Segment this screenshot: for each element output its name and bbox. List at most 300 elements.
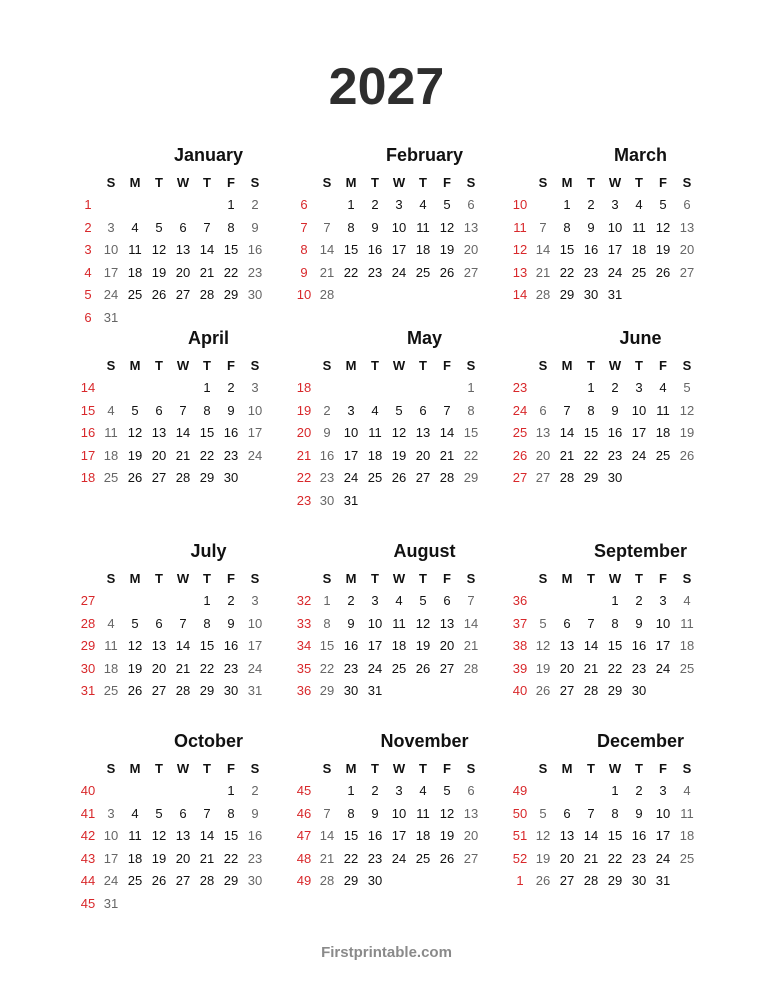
day-cell: 9: [227, 615, 235, 631]
day-cell: 1: [203, 593, 211, 608]
day-cell: 19: [151, 264, 167, 280]
day-cell: 6: [155, 402, 163, 418]
day-cell: 25: [655, 447, 671, 463]
day-cell: 21: [439, 447, 455, 463]
day-cell: 2: [635, 783, 643, 798]
weekday-header: T: [587, 761, 595, 776]
day-cell: 24: [607, 264, 623, 280]
day-cell: 7: [203, 805, 211, 821]
weekday-header: F: [227, 761, 235, 776]
day-cell: 10: [247, 615, 263, 631]
month-june: [504, 328, 714, 508]
week-number: 13: [512, 264, 528, 280]
day-cell: 23: [223, 447, 239, 463]
day-cell: 5: [539, 615, 547, 631]
day-cell: 22: [463, 447, 479, 463]
day-cell: 28: [175, 683, 191, 698]
weekday-header: S: [250, 358, 260, 373]
day-cell: 24: [247, 447, 263, 463]
day-cell: 13: [175, 242, 191, 257]
day-cell: 26: [127, 470, 143, 485]
day-cell: 17: [391, 242, 407, 257]
day-cell: 19: [535, 660, 551, 676]
weekday-header: W: [176, 761, 190, 776]
day-cell: 1: [611, 593, 619, 608]
day-cell: 30: [223, 683, 239, 698]
week-number: 45: [296, 783, 312, 798]
day-cell: 27: [175, 287, 191, 302]
day-cell: 23: [607, 447, 623, 463]
day-cell: 4: [107, 402, 115, 418]
day-cell: 31: [247, 683, 263, 698]
day-cell: 9: [635, 615, 643, 631]
day-cell: 29: [343, 873, 359, 888]
day-cell: 7: [467, 593, 475, 608]
day-cell: 22: [223, 264, 239, 280]
weekday-header: S: [538, 175, 548, 190]
day-cell: 12: [655, 219, 671, 235]
weekday-header: F: [659, 761, 667, 776]
week-number: 10: [512, 197, 528, 212]
day-cell: 15: [343, 242, 359, 257]
day-cell: 18: [103, 660, 119, 676]
day-cell: 22: [607, 850, 623, 866]
day-cell: 1: [611, 783, 619, 798]
day-cell: 20: [439, 638, 455, 653]
day-cell: 20: [679, 242, 695, 257]
day-cell: 16: [631, 638, 647, 653]
week-number: 47: [296, 828, 312, 843]
weekday-header: M: [345, 571, 357, 586]
week-number: 7: [300, 219, 308, 235]
day-cell: 23: [343, 660, 359, 676]
day-cell: 26: [535, 873, 551, 888]
day-cell: 11: [128, 828, 142, 843]
weekday-header: F: [443, 358, 451, 373]
weekday-header: W: [608, 358, 622, 373]
day-cell: 16: [247, 828, 263, 843]
weekday-header: S: [538, 761, 548, 776]
month-title: May: [406, 328, 442, 348]
day-cell: 30: [631, 683, 647, 698]
day-cell: 9: [227, 402, 235, 418]
week-number: 1: [516, 873, 524, 888]
day-cell: 27: [535, 470, 551, 485]
week-number: 11: [513, 219, 527, 235]
weekday-header: S: [682, 571, 692, 586]
day-cell: 13: [535, 425, 551, 440]
day-cell: 26: [655, 264, 671, 280]
week-number: 27: [80, 593, 96, 608]
weekday-header: T: [371, 761, 379, 776]
day-cell: 17: [367, 638, 383, 653]
day-cell: 17: [607, 242, 623, 257]
day-cell: 31: [343, 492, 359, 508]
weekday-header: F: [443, 175, 451, 190]
weekday-header: T: [155, 358, 163, 373]
week-number: 23: [296, 492, 312, 508]
day-cell: 10: [343, 425, 359, 440]
day-cell: 19: [127, 447, 143, 463]
week-number: 9: [300, 264, 308, 280]
day-cell: 21: [175, 447, 191, 463]
week-number: 49: [296, 873, 312, 888]
day-cell: 28: [583, 683, 599, 698]
month-title: January: [173, 145, 244, 165]
weekday-header: F: [227, 571, 235, 586]
day-cell: 18: [415, 242, 431, 257]
day-cell: 3: [659, 593, 667, 608]
day-cell: 22: [343, 264, 359, 280]
day-cell: 2: [251, 197, 259, 212]
weekday-header: F: [659, 175, 667, 190]
day-cell: 6: [155, 615, 163, 631]
day-cell: 27: [415, 470, 431, 485]
day-cell: 6: [563, 805, 571, 821]
month-title: September: [593, 541, 688, 561]
day-cell: 8: [323, 615, 331, 631]
day-cell: 25: [103, 470, 119, 485]
weekday-header: T: [587, 358, 595, 373]
day-cell: 20: [559, 850, 575, 866]
day-cell: 11: [680, 805, 694, 821]
day-cell: 10: [391, 219, 407, 235]
day-cell: 22: [223, 850, 239, 866]
day-cell: 17: [103, 264, 119, 280]
day-cell: 12: [391, 425, 407, 440]
day-cell: 15: [319, 638, 335, 653]
day-cell: 25: [631, 264, 647, 280]
day-cell: 20: [175, 264, 191, 280]
week-number: 17: [80, 447, 96, 463]
day-cell: 26: [679, 447, 695, 463]
day-cell: 12: [535, 828, 551, 843]
week-number: 35: [296, 660, 312, 676]
day-cell: 23: [631, 660, 647, 676]
week-number: 42: [80, 828, 96, 843]
day-cell: 16: [367, 828, 383, 843]
day-cell: 17: [103, 850, 119, 866]
day-cell: 9: [251, 219, 259, 235]
day-cell: 3: [611, 197, 619, 212]
day-cell: 17: [247, 638, 263, 653]
day-cell: 17: [631, 425, 647, 440]
week-number: 41: [80, 805, 96, 821]
day-cell: 18: [391, 638, 407, 653]
week-number: 21: [296, 447, 312, 463]
day-cell: 20: [559, 660, 575, 676]
weekday-header: M: [561, 175, 573, 190]
day-cell: 4: [131, 805, 139, 821]
day-cell: 18: [103, 447, 119, 463]
month-title: March: [613, 145, 667, 165]
day-cell: 20: [463, 828, 479, 843]
day-cell: 12: [151, 828, 167, 843]
weekday-header: S: [106, 571, 116, 586]
week-number: 6: [300, 197, 308, 212]
day-cell: 4: [683, 783, 691, 798]
day-cell: 7: [179, 402, 187, 418]
day-cell: 19: [679, 425, 695, 440]
day-cell: 7: [203, 219, 211, 235]
weekday-header: S: [538, 571, 548, 586]
day-cell: 21: [535, 264, 551, 280]
day-cell: 24: [655, 660, 671, 676]
week-number: 26: [512, 447, 528, 463]
month-december: [504, 731, 714, 911]
day-cell: 29: [223, 287, 239, 302]
month-may: [288, 328, 498, 508]
day-cell: 31: [607, 287, 623, 302]
day-cell: 21: [175, 660, 191, 676]
weekday-header: S: [466, 175, 476, 190]
weekday-header: W: [608, 175, 622, 190]
day-cell: 3: [395, 783, 403, 798]
week-number: 40: [512, 683, 528, 698]
week-number: 22: [296, 470, 312, 485]
month-january: [72, 145, 282, 325]
day-cell: 9: [371, 219, 379, 235]
week-number: 15: [80, 402, 96, 418]
day-cell: 9: [611, 402, 619, 418]
day-cell: 21: [583, 850, 599, 866]
day-cell: 30: [367, 873, 383, 888]
week-number: 46: [296, 805, 312, 821]
day-cell: 9: [347, 615, 355, 631]
day-cell: 6: [467, 197, 475, 212]
day-cell: 18: [679, 828, 695, 843]
day-cell: 8: [587, 402, 595, 418]
day-cell: 25: [367, 470, 383, 485]
day-cell: 12: [439, 805, 455, 821]
day-cell: 4: [371, 402, 379, 418]
weekday-header: M: [129, 571, 141, 586]
weekday-header: T: [587, 571, 595, 586]
day-cell: 23: [367, 264, 383, 280]
day-cell: 1: [587, 380, 595, 395]
day-cell: 6: [179, 805, 187, 821]
weekday-header: T: [635, 571, 643, 586]
day-cell: 20: [175, 850, 191, 866]
month-title: June: [619, 328, 662, 348]
day-cell: 21: [583, 660, 599, 676]
weekday-header: T: [371, 358, 379, 373]
month-march: [504, 145, 714, 325]
weekday-header: T: [371, 175, 379, 190]
day-cell: 11: [680, 615, 694, 631]
weekday-header: W: [176, 571, 190, 586]
day-cell: 30: [631, 873, 647, 888]
day-cell: 15: [343, 828, 359, 843]
day-cell: 21: [463, 638, 479, 653]
weekday-header: F: [443, 761, 451, 776]
weekday-header: T: [203, 175, 211, 190]
day-cell: 16: [367, 242, 383, 257]
day-cell: 7: [323, 219, 331, 235]
weekday-header: T: [635, 175, 643, 190]
day-cell: 10: [655, 805, 671, 821]
day-cell: 14: [583, 828, 599, 843]
day-cell: 27: [175, 873, 191, 888]
day-cell: 2: [227, 380, 235, 395]
month-title: July: [190, 541, 227, 561]
weekday-header: M: [561, 358, 573, 373]
day-cell: 9: [635, 805, 643, 821]
day-cell: 7: [587, 805, 595, 821]
weekday-header: W: [176, 175, 190, 190]
weekday-header: T: [635, 761, 643, 776]
day-cell: 5: [539, 805, 547, 821]
weekday-header: T: [587, 175, 595, 190]
day-cell: 16: [607, 425, 623, 440]
day-cell: 12: [127, 638, 143, 653]
day-cell: 20: [151, 660, 167, 676]
week-number: 28: [80, 615, 96, 631]
day-cell: 8: [203, 402, 211, 418]
weekday-header: T: [419, 761, 427, 776]
day-cell: 16: [223, 638, 239, 653]
day-cell: 22: [559, 264, 575, 280]
weekday-header: S: [322, 358, 332, 373]
day-cell: 19: [127, 660, 143, 676]
day-cell: 2: [587, 197, 595, 212]
day-cell: 13: [151, 638, 167, 653]
week-number: 52: [512, 850, 528, 866]
day-cell: 3: [107, 219, 115, 235]
day-cell: 24: [247, 660, 263, 676]
month-october: [72, 731, 282, 911]
day-cell: 16: [247, 242, 263, 257]
day-cell: 25: [127, 873, 143, 888]
day-cell: 27: [559, 683, 575, 698]
day-cell: 25: [679, 660, 695, 676]
day-cell: 22: [607, 660, 623, 676]
day-cell: 6: [419, 402, 427, 418]
weekday-header: S: [106, 761, 116, 776]
week-number: 2: [84, 219, 92, 235]
day-cell: 13: [175, 828, 191, 843]
day-cell: 5: [659, 197, 667, 212]
weekday-header: S: [250, 571, 260, 586]
day-cell: 14: [583, 638, 599, 653]
day-cell: 1: [323, 593, 331, 608]
week-number: 39: [512, 660, 528, 676]
week-number: 5: [84, 287, 92, 302]
week-number: 23: [512, 380, 528, 395]
week-number: 31: [80, 683, 96, 698]
week-number: 3: [84, 242, 92, 257]
day-cell: 15: [223, 828, 239, 843]
day-cell: 13: [463, 805, 479, 821]
day-cell: 24: [391, 850, 407, 866]
weekday-header: W: [392, 175, 406, 190]
weekday-header: W: [608, 571, 622, 586]
day-cell: 1: [347, 197, 355, 212]
month-august: [288, 541, 498, 721]
day-cell: 19: [439, 828, 455, 843]
day-cell: 24: [655, 850, 671, 866]
day-cell: 19: [439, 242, 455, 257]
day-cell: 13: [559, 638, 575, 653]
week-number: 36: [296, 683, 312, 698]
day-cell: 8: [347, 219, 355, 235]
day-cell: 11: [128, 242, 142, 257]
day-cell: 26: [439, 264, 455, 280]
day-cell: 5: [131, 402, 139, 418]
day-cell: 31: [655, 873, 671, 888]
day-cell: 16: [319, 447, 335, 463]
weekday-header: S: [682, 358, 692, 373]
day-cell: 11: [392, 615, 406, 631]
day-cell: 22: [199, 660, 215, 676]
week-number: 40: [80, 783, 96, 798]
day-cell: 14: [439, 425, 455, 440]
weekday-header: T: [155, 175, 163, 190]
week-number: 18: [296, 380, 312, 395]
weekday-header: S: [250, 175, 260, 190]
day-cell: 8: [563, 219, 571, 235]
day-cell: 8: [347, 805, 355, 821]
day-cell: 9: [323, 425, 331, 440]
day-cell: 11: [104, 638, 118, 653]
weekday-header: T: [203, 761, 211, 776]
day-cell: 19: [151, 850, 167, 866]
day-cell: 7: [179, 615, 187, 631]
day-cell: 21: [319, 850, 335, 866]
day-cell: 20: [151, 447, 167, 463]
day-cell: 20: [535, 447, 551, 463]
week-number: 18: [80, 470, 96, 485]
weekday-header: M: [129, 358, 141, 373]
day-cell: 11: [416, 219, 430, 235]
day-cell: 28: [559, 470, 575, 485]
day-cell: 10: [367, 615, 383, 631]
day-cell: 17: [391, 828, 407, 843]
day-cell: 4: [683, 593, 691, 608]
weekday-header: F: [443, 571, 451, 586]
day-cell: 2: [371, 783, 379, 798]
day-cell: 7: [323, 805, 331, 821]
day-cell: 1: [227, 197, 235, 212]
weekday-header: M: [561, 571, 573, 586]
day-cell: 10: [655, 615, 671, 631]
weekday-header: S: [322, 571, 332, 586]
day-cell: 23: [367, 850, 383, 866]
day-cell: 28: [319, 287, 335, 302]
day-cell: 18: [127, 264, 143, 280]
day-cell: 28: [199, 873, 215, 888]
day-cell: 13: [415, 425, 431, 440]
day-cell: 28: [463, 660, 479, 676]
day-cell: 7: [443, 402, 451, 418]
week-number: 10: [296, 287, 312, 302]
month-title: April: [187, 328, 229, 348]
year-title: 2027: [328, 58, 445, 116]
weekday-header: T: [419, 571, 427, 586]
weekday-header: M: [561, 761, 573, 776]
day-cell: 28: [199, 287, 215, 302]
day-cell: 30: [319, 492, 335, 508]
day-cell: 23: [319, 470, 335, 485]
week-number: 43: [80, 850, 96, 866]
day-cell: 11: [368, 425, 382, 440]
day-cell: 22: [343, 850, 359, 866]
day-cell: 24: [631, 447, 647, 463]
week-number: 37: [512, 615, 528, 631]
day-cell: 14: [463, 615, 479, 631]
day-cell: 11: [104, 425, 118, 440]
weekday-header: T: [203, 358, 211, 373]
